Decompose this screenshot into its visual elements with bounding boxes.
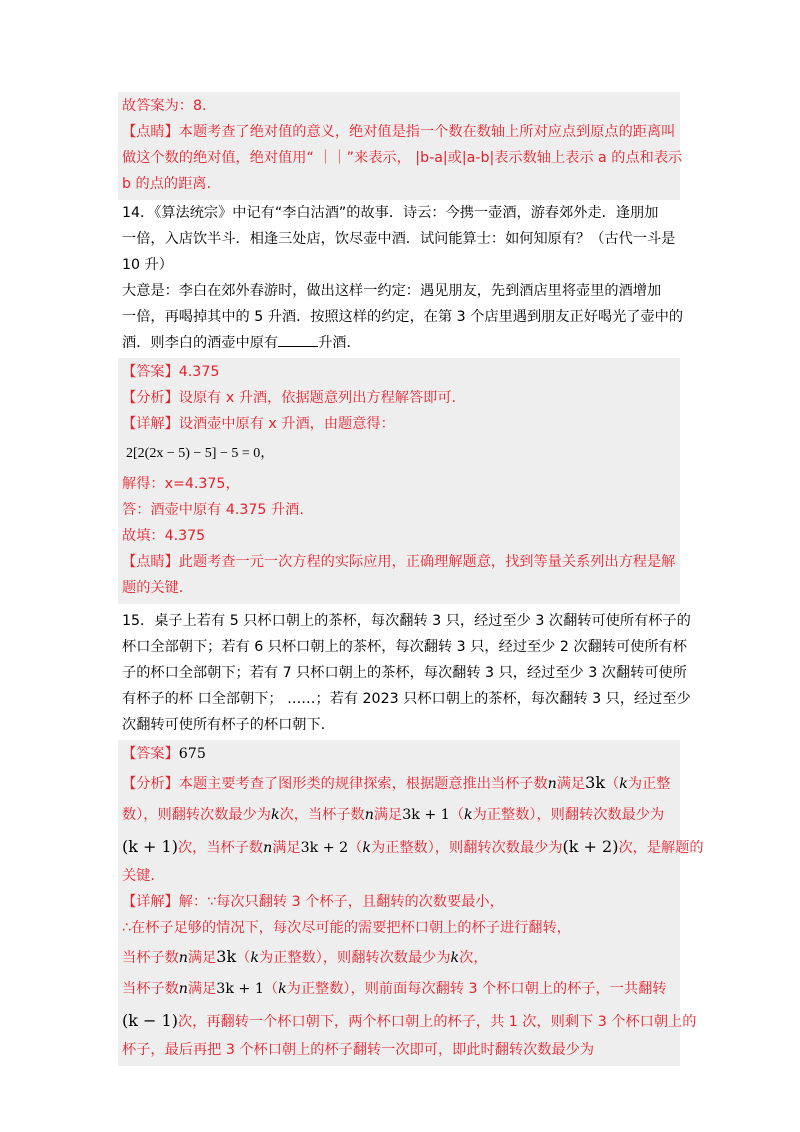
q15-text: 满足: [272, 840, 301, 856]
q15-text: 为正整数），则翻转次数最少为: [258, 950, 451, 966]
q15-analysis-line: 关键.: [122, 868, 155, 884]
q14-question: [118, 200, 684, 356]
q15-text: （: [449, 807, 465, 823]
q14-detail: 【详解】设酒壶中原有 x 升酒，由题意得：: [122, 416, 395, 432]
math-k-plus-2: (k + 2): [562, 837, 619, 856]
q15-text: （: [236, 950, 251, 966]
math-n: n: [263, 840, 273, 856]
q14-reply: 答：酒壶中原有 4.375 升酒.: [122, 502, 304, 518]
q13-answer-line: 故答案为：8.: [122, 98, 207, 114]
q14-comment-line: 【点睛】此题考查一元一次方程的实际应用，正确理解题意，找到等量关系列出方程是解: [122, 554, 676, 570]
q15-text: 为正整数），则翻转次数最少为: [370, 840, 563, 856]
q14-text-line: [122, 330, 680, 356]
q15-detail-line: 杯子，最后再把 3 个杯口朝上的杯子翻转一次即可，即此时翻转次数最少为: [122, 1042, 595, 1058]
q15-text: 满足: [187, 950, 217, 966]
q15-text: 次，当杯子数: [279, 807, 365, 823]
q14-text: 酒．则李白的酒壶中原有: [122, 335, 279, 351]
q14-solve: 解得：x=4.375，: [122, 476, 240, 492]
q13-solution-box: [118, 92, 683, 200]
q15-text: 次，是解题的: [618, 840, 704, 856]
math-n: n: [178, 981, 188, 997]
q15-text: 满足: [556, 776, 586, 792]
q14-fill: 故填：4.375: [122, 528, 206, 544]
q14-comment-line: 题的关键.: [122, 580, 184, 596]
q15-analysis-line: [122, 799, 680, 831]
math-k: k: [450, 950, 460, 966]
q15-text: 为正整数），则前面每次翻转 3 个杯口朝上的杯子，一共翻转: [286, 981, 667, 997]
q15-detail-line: [122, 973, 680, 1005]
q15-answer-label: 【答案】: [122, 746, 179, 762]
q14-equation: 2[2(2x − 5) − 5] − 5 = 0，: [126, 446, 275, 461]
q14-solution-box: [118, 358, 680, 604]
math-3k-plus-1: 3k + 1: [216, 981, 264, 997]
q15-detail-line: 【详解】解：∵每次只翻转 3 个杯子，且翻转的次数要最小，: [122, 894, 504, 910]
math-3k: 3k: [585, 773, 606, 792]
math-k-minus-1: (k − 1): [122, 1011, 178, 1030]
math-3k-plus-1: 3k + 1: [402, 807, 450, 823]
q15-answer: [122, 741, 680, 767]
q15-text: 次，: [459, 950, 488, 966]
q14-text-line: 大意是：李白在郊外春游时，做出这样一约定：遇见朋友，先到酒店里将壶里的酒增加: [122, 283, 662, 299]
document-page: [118, 92, 704, 1066]
q15-text: （: [263, 981, 279, 997]
math-k: k: [250, 950, 259, 966]
q15-text-line: 杯口全部朝下；若有 6 只杯口朝上的茶杯，每次翻转 3 只，经过至少 2 次翻转可使所有杯: [122, 639, 687, 655]
math-k: k: [362, 840, 371, 856]
math-3k: 3k: [216, 947, 237, 966]
q15-text-line: 15．桌子上若有 5 只杯口朝上的茶杯，每次翻转 3 只，经过至少 3 次翻转可使所有杯子的: [122, 613, 691, 629]
q13-comment-line: 做这个数的绝对值，绝对值用“ ｜｜”来表示， |b-a|或|a-b|表示数轴上表示 a 的点和表示: [122, 150, 683, 166]
q15-text: 次，再翻转一个杯口朝下，两个杯口朝上的杯子，共 1 次，则剩下 3 个杯口朝上的: [177, 1014, 697, 1030]
q15-solution-box: [118, 740, 704, 1066]
q15-text: （: [605, 776, 620, 792]
q15-text: 次，当杯子数: [177, 840, 264, 856]
math-n: n: [364, 807, 374, 823]
q15-text: 当杯子数: [122, 981, 179, 997]
q15-text: 当杯子数: [122, 950, 179, 966]
q15-text: 数），则翻转次数最少为: [122, 807, 271, 823]
math-k: k: [278, 981, 287, 997]
math-3k-plus-2: 3k + 2: [300, 840, 349, 856]
q15-text-line: 有杯子的杯 口全部朝下； ……；若有 2023 只杯口朝上的茶杯，每次翻转 3 只，经过至少: [122, 691, 691, 707]
q15-text: 为正整: [627, 776, 671, 792]
math-k: k: [464, 807, 473, 823]
q15-detail-line: ∴在杯子足够的情况下，每次尽可能的需要把杯口朝上的杯子进行翻转，: [122, 920, 571, 936]
math-n: n: [178, 950, 188, 966]
q14-answer: 【答案】4.375: [122, 364, 220, 380]
math-n: n: [547, 776, 557, 792]
q15-text: 满足: [373, 807, 403, 823]
math-k-plus-1: (k + 1): [122, 837, 178, 856]
q14-text-line: 14．《算法统宗》中记有“李白沽酒”的故事．诗云：今携一壶酒，游春郊外走．逢朋加: [122, 205, 659, 221]
q13-comment-line: b 的点的距离.: [122, 176, 211, 192]
q15-text: 为正整数），则翻转次数最少为: [472, 807, 665, 823]
q15-text-line: 子的杯口全部朝下；若有 7 只杯口朝上的茶杯，每次翻转 3 只，经过至少 3 次翻转可使所: [122, 665, 687, 681]
q15-text: 【分析】本题主要考查了图形类的规律探索，根据题意推出当杯子数: [122, 776, 548, 792]
q15-question: [118, 608, 691, 738]
q13-comment-line: 【点睛】本题考查了绝对值的意义，绝对值是指一个数在数轴上所对应点到原点的距离叫: [122, 124, 676, 140]
math-k: k: [619, 776, 628, 792]
q14-text-line: 一倍，入店饮半斗．相逢三处店，饮尽壶中酒．试问能算士：如何知原有？（古代一斗是: [122, 231, 676, 247]
q15-detail-line: [122, 941, 680, 973]
q14-text-line: 一倍，再喝掉其中的 5 升酒．按照这样的约定，在第 3 个店里遇到朋友正好喝光了壶中的: [122, 309, 684, 325]
q15-analysis-line: [122, 831, 704, 863]
q15-analysis-line: [122, 767, 680, 799]
q14-text: 升酒．: [318, 335, 361, 351]
q15-text: 满足: [187, 981, 217, 997]
math-k: k: [270, 807, 280, 823]
q15-detail-line: [122, 1005, 697, 1037]
q14-analysis: 【分析】设原有 x 升酒，依据题意列出方程解答即可.: [122, 390, 457, 406]
q14-text-line: 10 升）: [122, 257, 173, 273]
q15-text: （: [348, 840, 363, 856]
answer-blank: [278, 330, 318, 347]
q15-text-line: 次翻转可使所有杯子的杯口朝下.: [122, 717, 326, 733]
q15-answer-value: 675: [178, 746, 206, 762]
